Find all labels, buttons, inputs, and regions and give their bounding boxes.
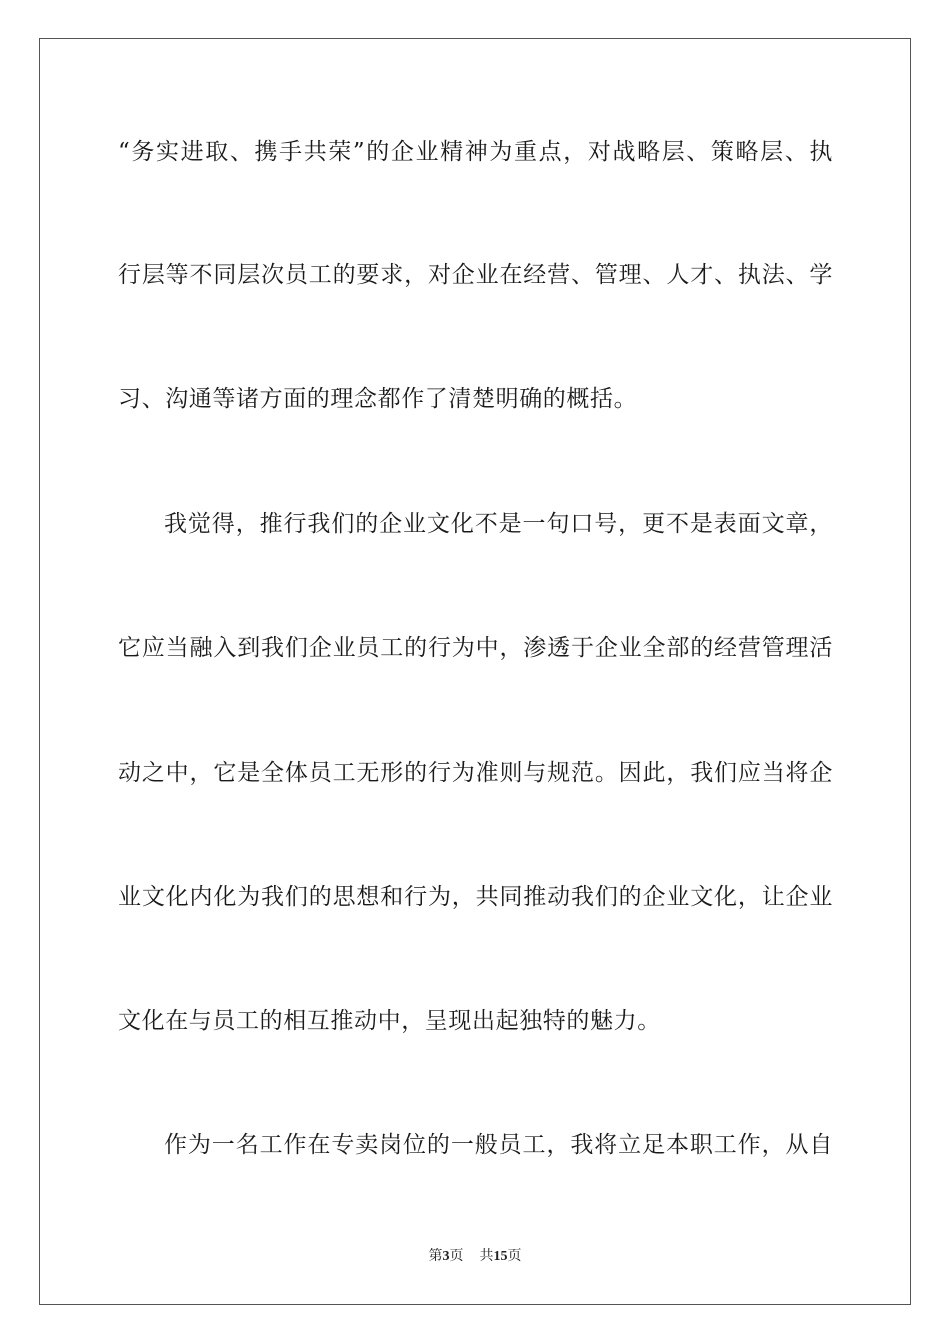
page-frame bbox=[39, 38, 911, 1305]
paragraph-first-line: 我觉得，推行我们的企业文化不是一句口号，更不是表面文章， bbox=[164, 511, 833, 537]
total-pages: 15 bbox=[493, 1249, 508, 1264]
body-line: 习、沟通等诸方面的理念都作了清楚明确的概括。 bbox=[118, 386, 638, 412]
paragraph-first-line: 作为一名工作在专卖岗位的一般员工，我将立足本职工作，从自 bbox=[164, 1132, 833, 1158]
body-line: 行层等不同层次员工的要求，对企业在经营、管理、人才、执法、学 bbox=[118, 262, 833, 288]
body-line: 它应当融入到我们企业员工的行为中，渗透于企业全部的经营管理活 bbox=[118, 635, 833, 661]
body-line: 业文化内化为我们的思想和行为，共同推动我们的企业文化，让企业 bbox=[118, 884, 833, 910]
page-number: 3 bbox=[442, 1249, 450, 1264]
page-footer bbox=[0, 1247, 950, 1266]
body-line: 动之中，它是全体员工无形的行为准则与规范。因此，我们应当将企 bbox=[118, 760, 833, 786]
page-suffix: 页 bbox=[449, 1248, 464, 1264]
body-line: “务实进取、携手共荣”的企业精神为重点，对战略层、策略层、执 bbox=[118, 139, 833, 165]
total-prefix: 共 bbox=[479, 1248, 494, 1264]
body-line: 文化在与员工的相互推动中，呈现出起独特的魅力。 bbox=[118, 1008, 661, 1034]
page-prefix: 第 bbox=[428, 1248, 443, 1264]
total-suffix: 页 bbox=[507, 1248, 522, 1264]
